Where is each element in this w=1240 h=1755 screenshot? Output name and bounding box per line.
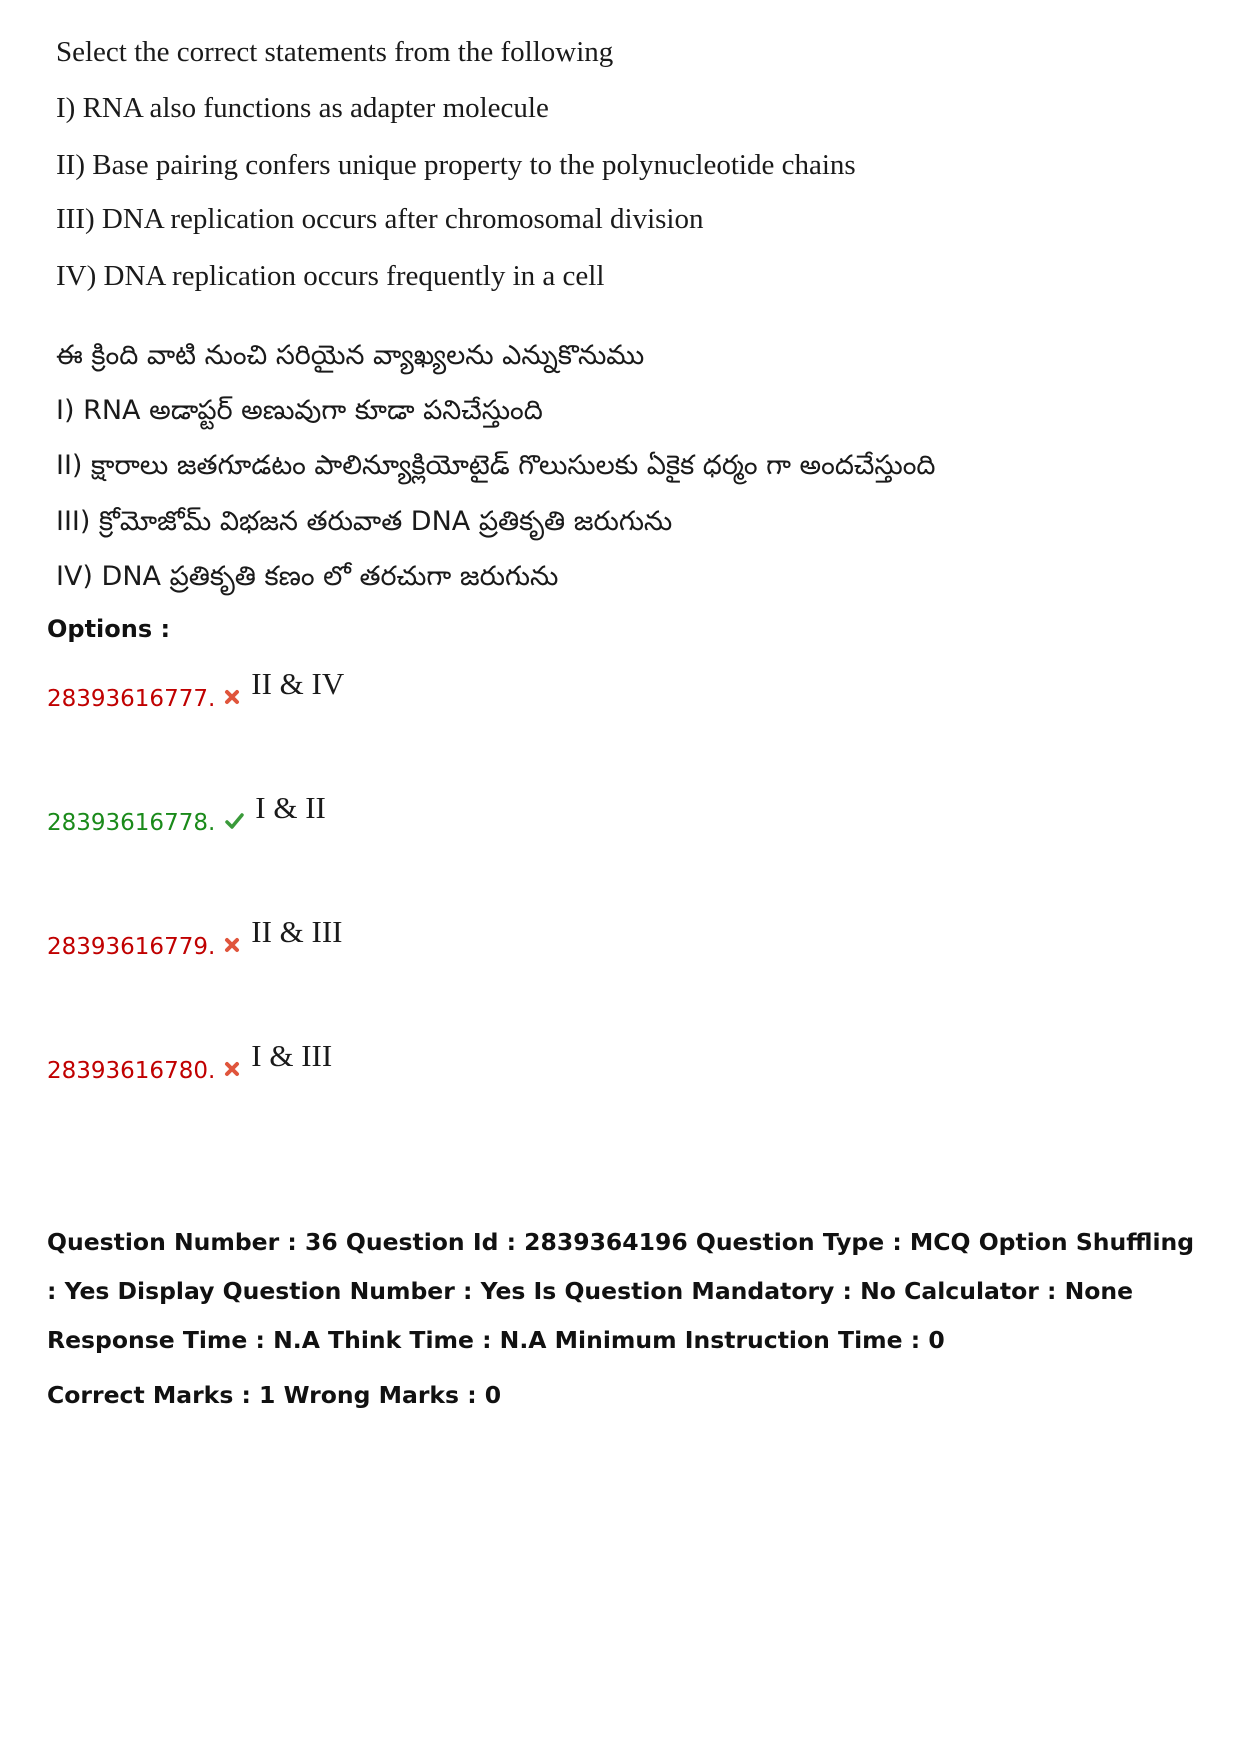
statement-telugu-4: IV) DNA ప్రతికృతి కణం లో తరచుగా జరుగును (56, 561, 559, 592)
statement-telugu-3: III) క్రోమోజోమ్ విభజన తరువాత DNA ప్రతికృతి జరుగును (56, 506, 673, 537)
cross-icon (223, 936, 241, 954)
question-details: Question Number : 36 Question Id : 2839364196 Question Type : MCQ Option Shuffling : Yes Display Question Number : Yes Is Question Mandatory : No Calculator : None Response Time : N.A Think Time : N.A Minimum Instruction Time : 0 (47, 1228, 1195, 1354)
option-text: I & II (255, 790, 326, 825)
option-text: II & III (251, 914, 343, 949)
option-row[interactable] (47, 914, 343, 960)
option-text: II & IV (251, 666, 345, 701)
statement-english-2: II) Base pairing confers unique property to the polynucleotide chains (56, 149, 856, 181)
question-prompt-telugu: ఈ క్రింది వాటి నుంచి సరియైన వ్యాఖ్యలను ఎన్నుకొనుము (56, 340, 645, 371)
option-id: 28393616777. (47, 686, 216, 712)
check-icon (223, 812, 245, 830)
cross-icon (223, 688, 241, 706)
statement-english-3: III) DNA replication occurs after chromosomal division (56, 203, 704, 235)
option-id: 28393616780. (47, 1058, 216, 1084)
options-label: Options : (47, 615, 171, 643)
question-prompt-english: Select the correct statements from the following (56, 36, 614, 68)
cross-icon (223, 1060, 241, 1078)
option-text: I & III (251, 1038, 333, 1073)
statement-telugu-1: I) RNA అడాప్టర్ అణువుగా కూడా పనిచేస్తుంది (56, 395, 543, 426)
option-id: 28393616779. (47, 934, 216, 960)
option-id: 28393616778. (47, 810, 216, 836)
option-row[interactable] (47, 790, 326, 836)
statement-english-4: IV) DNA replication occurs frequently in a cell (56, 260, 605, 292)
statement-telugu-2: II) క్షారాలు జతగూడటం పాలిన్యూక్లియోటైడ్ గొలుసులకు ఏకైక ధర్మం గా అందచేస్తుంది (56, 450, 936, 481)
option-row[interactable] (47, 1038, 333, 1084)
statement-english-1: I) RNA also functions as adapter molecule (56, 92, 549, 124)
option-row[interactable] (47, 666, 345, 712)
marks-info: Correct Marks : 1 Wrong Marks : 0 (47, 1381, 502, 1409)
